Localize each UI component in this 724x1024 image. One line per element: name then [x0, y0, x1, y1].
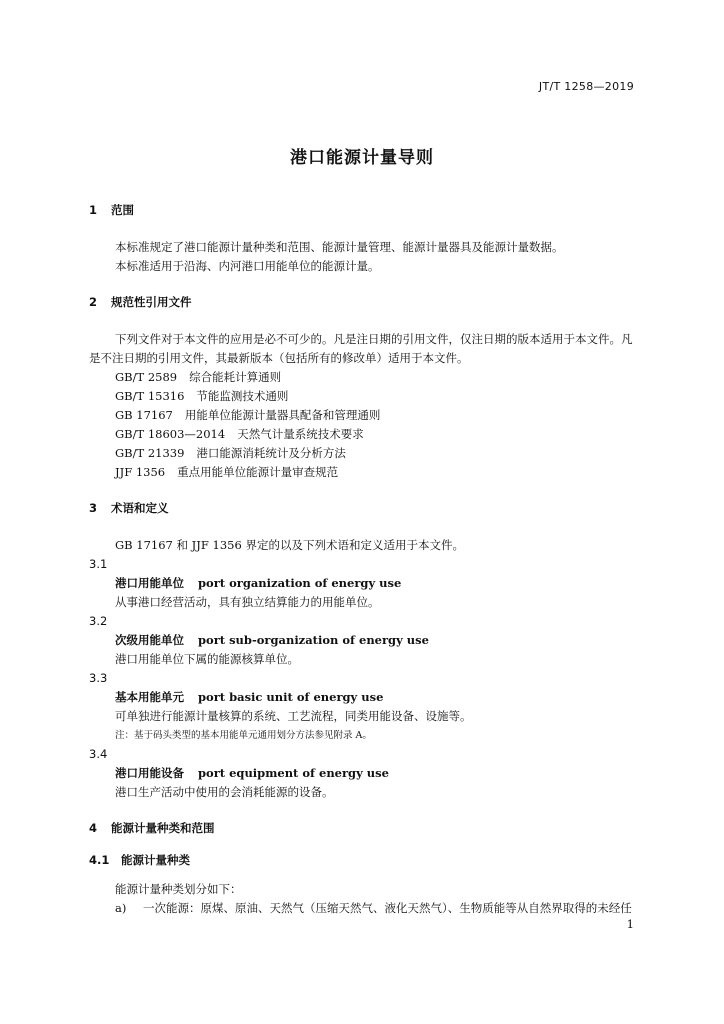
- reference-title: 重点用能单位能源计量审查规范: [177, 465, 339, 479]
- reference-item: [89, 368, 637, 387]
- subsection-number: 4.1: [89, 853, 110, 867]
- document-body: [89, 200, 637, 918]
- term-en: port equipment of energy use: [198, 766, 389, 780]
- reference-item: [89, 463, 637, 482]
- section-number: 4: [89, 821, 98, 835]
- paragraph: 本标准规定了港口能源计量种类和范围、能源计量管理、能源计量器具及能源计量数据。: [115, 240, 564, 254]
- section-title: 能源计量种类和范围: [111, 821, 215, 835]
- reference-title: 天然气计量系统技术要求: [237, 427, 364, 441]
- section-3-heading: [89, 498, 637, 518]
- term-definition: 从事港口经营活动，具有独立结算能力的用能单位。: [115, 595, 380, 609]
- term-number: 3.3: [89, 671, 108, 685]
- reference-title: 港口能源消耗统计及分析方法: [196, 446, 346, 460]
- reference-title: 节能监测技术通则: [196, 389, 289, 403]
- reference-code: GB/T 15316: [115, 389, 185, 403]
- list-item: [89, 899, 637, 918]
- reference-code: GB/T 2589: [115, 370, 178, 384]
- section-number: 1: [89, 203, 98, 217]
- standard-number: JT/T 1258—2019: [538, 80, 634, 93]
- section-title: 范围: [111, 203, 134, 217]
- reference-item: [89, 387, 637, 406]
- document-title: 港口能源计量导则: [290, 148, 434, 168]
- term-entry: [89, 764, 637, 783]
- term-en: port sub-organization of energy use: [198, 633, 429, 647]
- term-en: port organization of energy use: [198, 576, 402, 590]
- term-number: 3.1: [89, 557, 108, 571]
- paragraph: 能源计量种类划分如下：: [115, 882, 242, 896]
- paragraph: GB 17167 和 JJF 1356 界定的以及下列术语和定义适用于本文件。: [115, 538, 464, 552]
- term-zh: 港口用能单位: [115, 576, 184, 590]
- reference-title: 综合能耗计算通则: [189, 370, 282, 384]
- term-number: 3.4: [89, 747, 108, 761]
- term-note: 注：基于码头类型的基本用能单元通用划分方法参见附录 A。: [115, 730, 372, 741]
- section-4-heading: [89, 818, 637, 838]
- reference-code: GB/T 18603—2014: [115, 427, 226, 441]
- term-entry: [89, 574, 637, 593]
- section-2-heading: [89, 292, 637, 312]
- section-1-heading: [89, 200, 637, 220]
- list-marker: a): [115, 901, 127, 915]
- term-zh: 次级用能单位: [115, 633, 184, 647]
- section-title: 规范性引用文件: [111, 295, 192, 309]
- subsection-4-1-heading: [89, 850, 637, 870]
- subsection-title: 能源计量种类: [121, 853, 190, 867]
- term-number: 3.2: [89, 614, 108, 628]
- reference-item: [89, 406, 637, 425]
- section-number: 3: [89, 501, 98, 515]
- term-zh: 港口用能设备: [115, 766, 184, 780]
- term-definition: 港口用能单位下属的能源核算单位。: [115, 652, 299, 666]
- reference-code: GB 17167: [115, 408, 173, 422]
- term-en: port basic unit of energy use: [198, 690, 384, 704]
- term-zh: 基本用能单元: [115, 690, 184, 704]
- page-number: 1: [626, 917, 634, 931]
- reference-code: JJF 1356: [115, 465, 166, 479]
- reference-code: GB/T 21339: [115, 446, 185, 460]
- term-entry: [89, 631, 637, 650]
- paragraph: 本标准适用于沿海、内河港口用能单位的能源计量。: [115, 259, 380, 273]
- section-number: 2: [89, 295, 98, 309]
- term-entry: [89, 688, 637, 707]
- list-text: 一次能源：原煤、原油、天然气（压缩天然气、液化天然气）、生物质能等从自然界取得的未经任: [143, 901, 632, 915]
- term-definition: 可单独进行能源计量核算的系统、工艺流程，同类用能设备、设施等。: [115, 709, 472, 723]
- reference-title: 用能单位能源计量器具配备和管理通则: [184, 408, 381, 422]
- term-definition: 港口生产活动中使用的会消耗能源的设备。: [115, 785, 334, 799]
- paragraph: 下列文件对于本文件的应用是必不可少的。凡是注日期的引用文件，仅注日期的版本适用于本文件。凡是不注日期的引用文件，其最新版本（包括所有的修改单）适用于本文件。: [89, 332, 633, 365]
- reference-item: [89, 425, 637, 444]
- section-title: 术语和定义: [111, 501, 169, 515]
- reference-item: [89, 444, 637, 463]
